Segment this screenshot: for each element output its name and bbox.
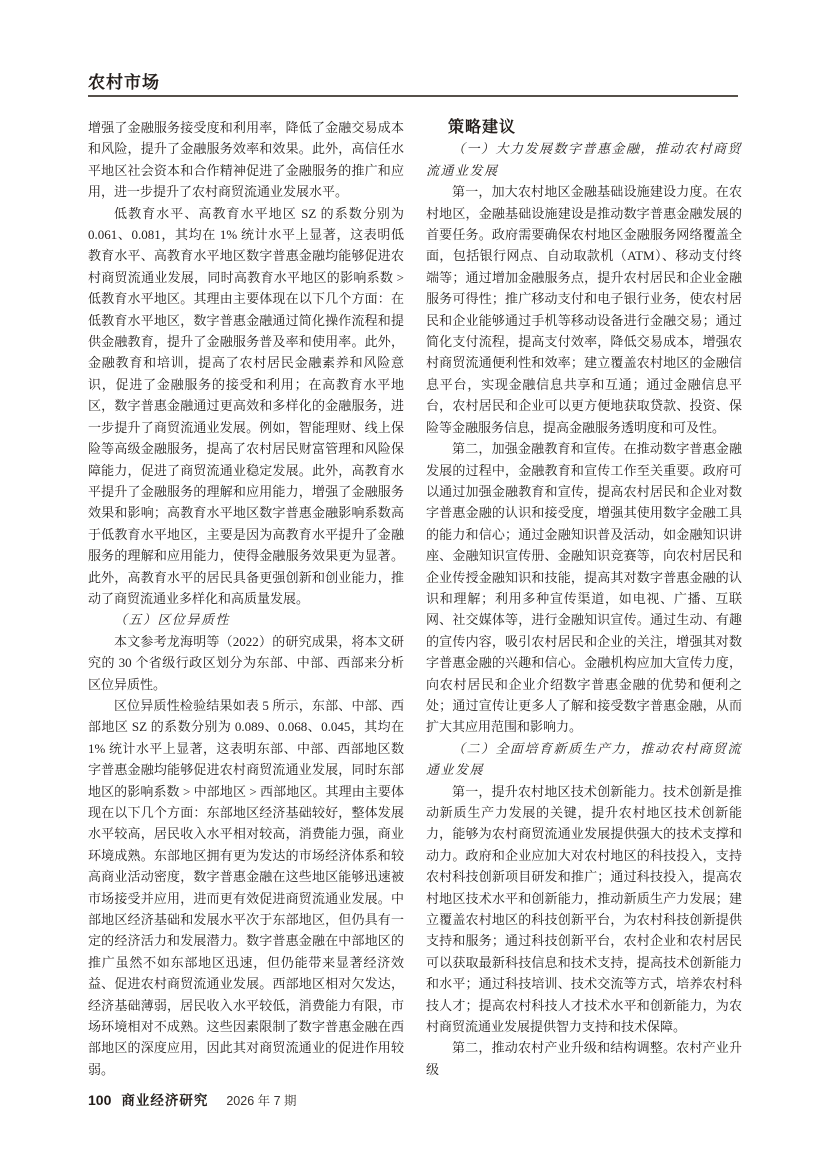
left-column xyxy=(88,117,404,1080)
paragraph: 第二，加强金融教育和宣传。在推动数字普惠金融发展的过程中，金融教育和宣传工作至关重要。政府可以通过加强金融教育和宣传，提高农村居民和企业对数字普惠金融的认识和接受度，增强其使用数字金融工具的能力和信心；通过金融知识普及活动，如金融知识讲座、金融知识宣传册、金融知识竞赛等，向农村居民和企业传授金融知识和技能，提高其对数字普惠金融的认识和理解；利用多种宣传渠道，如电视、广播、互联网、社交媒体等，进行金融知识宣传。通过生动、有趣的宣传内容，吸引农村居民和企业的关注，增强其对数字普惠金融的兴趣和信心。金融机构应加大宣传力度，向农村居民和企业介绍数字普惠金融的优势和便利之处；通过宣传让更多人了解和接受数字普惠金融，从而扩大其应用范围和影响力。 xyxy=(426,441,742,735)
paragraph: 第一，加大农村地区金融基础设施建设力度。在农村地区，金融基础设施建设是推动数字普惠金融发展的首要任务。政府需要确保农村地区金融服务网络覆盖全面，包括银行网点、自动取款机（ATM）、移动支付终端等；通过增加金融服务点，提升农村居民和企业金融服务可得性；推广移动支付和电子银行业务，使农村居民和企业能够通过手机等移动设备进行金融交易；通过简化支付流程，提高支付效率，降低交易成本，增强农村商贸流通便利性和效率；建立覆盖农村地区的金融信息平台，实现金融信息共享和互通；通过金融信息平台，农村居民和企业可以更方便地获取贷款、投资、保险等金融服务信息，提高金融服务透明度和可及性。 xyxy=(426,184,742,435)
paragraph: 第一，提升农村地区技术创新能力。技术创新是推动新质生产力发展的关键，提升农村地区技术创新能力，能够为农村商贸流通业发展提供强大的技术支撑和动力。政府和企业应加大对农村地区的科技投入，支持农村科技创新项目研发和推广；通过科技投入，提高农村地区技术水平和创新能力，推动新质生产力发展；建立覆盖农村地区的科技创新平台，为农村科技创新提供支持和服务；通过科技创新平台，农村企业和农村居民可以获取最新科技信息和技术支持，提高技术创新能力和水平；通过科技培训、技术交流等方式，培养农村科技人才；提高农村科技人才技术水平和创新能力，为农村商贸流通业发展提供智力支持和技术保障。 xyxy=(426,783,742,1035)
paragraph: 本文参考龙海明等（2022）的研究成果，将本文研究的 30 个省级行政区划分为东部、中部、西部来分析区位异质性。 xyxy=(88,633,404,692)
section-title: 策略建议 xyxy=(448,119,517,136)
running-head-section-label: 农村市场 xyxy=(88,73,160,92)
subsection-heading-5: （五）区位异质性 xyxy=(114,612,231,628)
issue-label: 2026 年 7 期 xyxy=(226,1094,297,1108)
paragraph: 低教育水平、高教育水平地区 SZ 的系数分别为 0.061、0.081，其均在 1% 统计水平上显著，这表明低教育水平、高教育水平地区数字普惠金融均能够促进农村商贸流通业发展，同时高教育水平地区的影响系数 > 低教育水平地区。其理由主要体现在以下几个方面：在低教育水平地区，数字普惠金融通过简化操作流程和提供金融教育，提升了金融服务普及率和使用率。此外，金融教育和培训，提高了农村居民金融素养和风险意识，促进了金融服务的接受和利用；在高教育水平地区，数字普惠金融通过更高效和多样化的金融服务，进一步提升了商贸流通业发展。例如，智能理财、线上保险等高级金融服务，提高了农村居民财富管理和风险保障能力，促进了商贸流通业稳定发展。此外，高教育水平提升了金融服务的理解和应用能力，增强了金融服务效果和影响；高教育水平地区数字普惠金融影响系数高于低教育水平地区，主要是因为高教育水平提升了金融服务的理解和应用能力，使得金融服务效果更为显著。此外，高教育水平的居民具备更强创新和创业能力，推动了商贸流通业多样化和高质量发展。 xyxy=(88,205,404,606)
paragraph: 第二，推动农村产业升级和结构调整。农村产业升级 xyxy=(426,1040,742,1077)
paragraph-continuation: 增强了金融服务接受度和利用率，降低了金融交易成本和风险，提升了金融服务效率和效果。此外，高信任水平地区社会资本和合作精神促进了金融服务的推广和应用，进一步提升了农村商贸流通业发展水平。 xyxy=(88,120,404,200)
right-column xyxy=(426,117,742,1080)
page-footer xyxy=(88,1089,297,1109)
subsection-heading-2: （二）全面培育新质生产力，推动农村商贸流通业发展 xyxy=(426,740,743,778)
page-number: 100 xyxy=(88,1092,112,1108)
subsection-heading-1: （一）大力发展数字普惠金融，推动农村商贸流通业发展 xyxy=(426,141,743,178)
journal-name: 商业经济研究 xyxy=(121,1093,209,1108)
paragraph: 区位异质性检验结果如表 5 所示，东部、中部、西部地区 SZ 的系数分别为 0.089、0.068、0.045，其均在 1% 统计水平上显著，这表明东部、中部、西部地区数字普惠金融均能够促进农村商贸流通业发展，同时东部地区的影响系数 > 中部地区 > 西部地区。其理由主要体现在以下几个方面：东部地区经济基础较好，整体发展水平较高，居民收入水平相对较高，消费能力强，商业环境成熟。东部地区拥有更为发达的市场经济体系和较高商业活动密度，数字普惠金融在这些地区能够迅速被市场接受并应用，进而更有效促进商贸流通业发展。中部地区经济基础和发展水平次于东部地区，但仍具有一定的经济活力和发展潜力。数字普惠金融在中部地区的推广虽然不如东部地区迅速，但仍能带来显著经济效益、促进农村商贸流通业发展。西部地区相对欠发达，经济基础薄弱，居民收入水平较低，消费能力有限，市场环境相对不成熟。这些因素限制了数字普惠金融在西部地区的深度应用，因此其对商贸流通业的促进作用较弱。 xyxy=(88,697,404,1077)
header-rule xyxy=(88,95,738,97)
